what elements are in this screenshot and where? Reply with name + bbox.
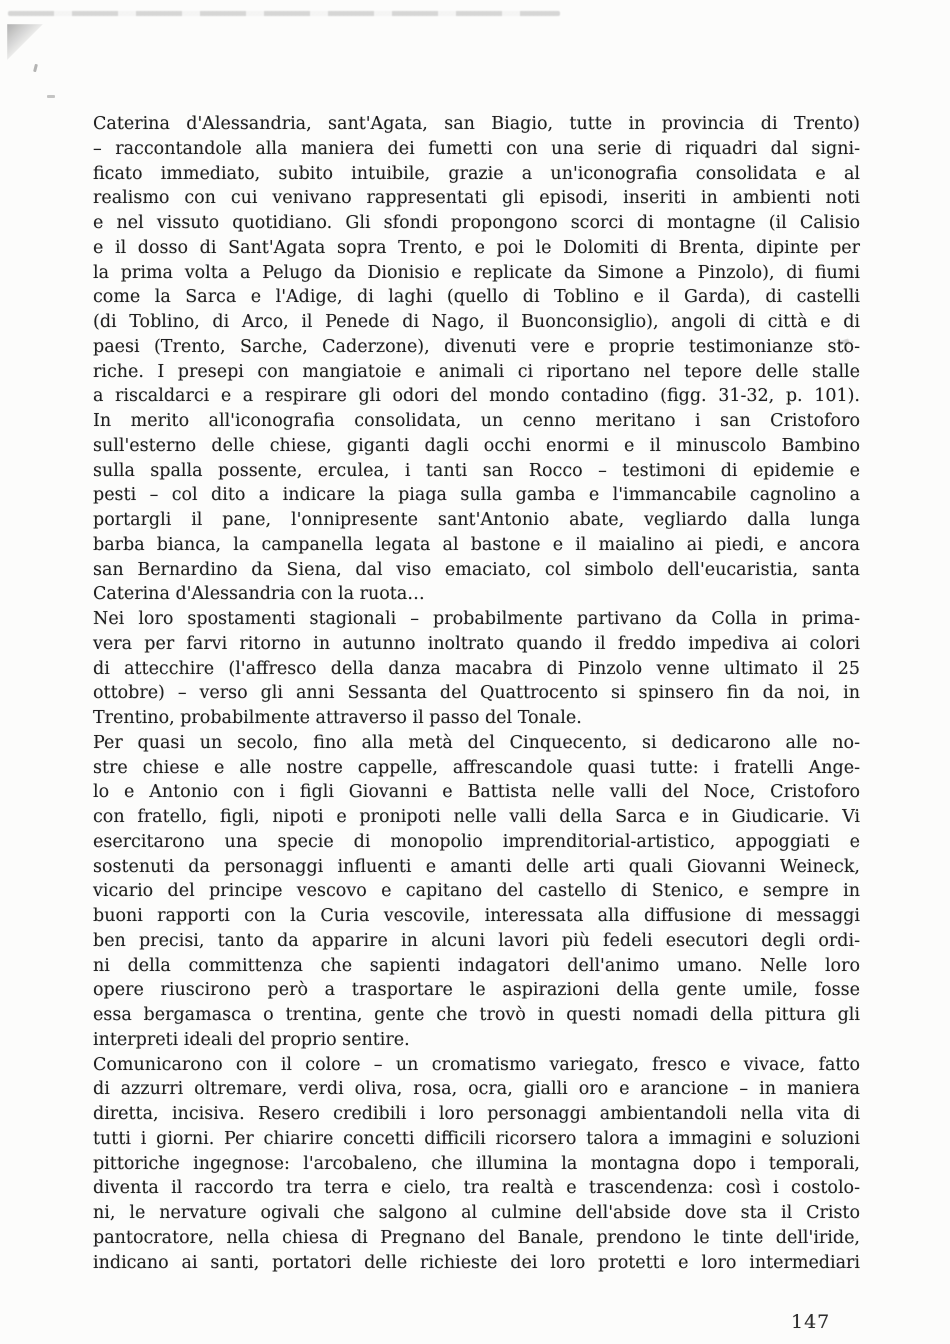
text-line: essa bergamasca o trentina, gente che trovò in questi nomadi della pittura gli bbox=[93, 1005, 860, 1025]
text-line: Trentino, probabilmente attraverso il passo del Tonale. bbox=[93, 708, 582, 728]
text-line: ni, le nervature ogivali che salgono al culmine dell'abside dove sta il Cristo bbox=[93, 1203, 860, 1223]
text-line: sull'esterno delle chiese, giganti dagli occhi enormi e il minuscolo Bambino bbox=[93, 435, 860, 456]
text-line: riche. I presepi con mangiatoie e animali ci riportano nel tepore delle stalle bbox=[93, 361, 860, 382]
text-line: In merito all'iconografia consolidata, un cenno meritano i san Cristoforo bbox=[93, 411, 860, 431]
text-line: – raccontandole alla maniera dei fumetti con una serie di riquadri dal signi- bbox=[93, 138, 860, 159]
text-line: con fratello, figli, nipoti e pronipoti nelle valli della Sarca e in Giudicarie. Vi bbox=[93, 807, 860, 827]
text-line: tutti i giorni. Per chiarire concetti difficili ricorsero talora a immagini e soluzioni bbox=[93, 1128, 860, 1149]
text-line: portargli il pane, l'onnipresente sant'Antonio abate, vegliardo dalla lunga bbox=[93, 510, 860, 530]
text-line: pesti – col dito a indicare la piaga sulla gamba e l'immancabile cagnolino a bbox=[93, 485, 860, 506]
paragraph bbox=[93, 409, 860, 607]
text-line: Comunicarono con il colore – un cromatismo variegato, fresco e vivace, fatto bbox=[93, 1054, 860, 1075]
text-line: la prima volta a Pelugo da Dionisio e replicate da Simone a Pinzolo), di fiumi bbox=[93, 262, 860, 283]
text-line: Per quasi un secolo, fino alla metà del Cinquecento, si dedicarono alle no- bbox=[93, 732, 860, 753]
text-line: a riscaldarci e a respirare gli odori del mondo contadino (figg. 31-32, p. 101). bbox=[93, 386, 860, 407]
page-number: 147 bbox=[791, 1311, 831, 1333]
text-line: Caterina d'Alessandria, sant'Agata, san Biagio, tutte in provincia di Trento) bbox=[93, 114, 860, 134]
text-line: san Bernardino da Siena, dal viso emaciato, col simbolo dell'eucaristia, santa bbox=[93, 559, 860, 580]
text-line: Caterina d'Alessandria con la ruota… bbox=[93, 584, 425, 605]
page-text bbox=[93, 112, 860, 1275]
text-line: lo e Antonio con i figli Giovanni e Battista nelle valli del Noce, Cristoforo bbox=[93, 782, 860, 803]
text-line: sulla spalla possente, erculea, i tanti san Rocco – testimoni di epidemie e bbox=[93, 460, 860, 481]
text-line: pantocratore, nella chiesa di Pregnano del Banale, prendono le tinte dell'iride, bbox=[93, 1227, 860, 1248]
text-line: paesi (Trento, Sarche, Caderzone), divenuti vere e proprie testimonianze sto- bbox=[93, 336, 860, 357]
text-line: ottobre) – verso gli anni Sessanta del Quattrocento si spinsero fin da noi, in bbox=[93, 683, 860, 704]
text-line: ficato immediato, subito intuibile, grazie a un'iconografia consolidata e al bbox=[93, 163, 860, 184]
text-line: pittoriche ingegnose: l'arcobaleno, che illumina la montagna dopo i temporali, bbox=[93, 1153, 860, 1174]
paragraph bbox=[93, 607, 860, 731]
scan-artifact-speck bbox=[33, 64, 38, 72]
text-line: (di Toblino, di Arco, il Penede di Nago, il Buonconsiglio), angoli di città e di bbox=[93, 312, 860, 332]
paragraph bbox=[93, 731, 860, 1053]
text-line: Nei loro spostamenti stagionali – probabilmente partivano da Colla in prima- bbox=[93, 609, 860, 629]
paragraph bbox=[93, 112, 860, 409]
text-line: e nel vissuto quotidiano. Gli sfondi propongono scorci di montagne (il Calisio bbox=[93, 213, 860, 233]
text-line: ben precisi, tanto da apparire in alcuni lavori più fedeli esecutori degli ordi- bbox=[93, 930, 860, 951]
text-line: diretta, incisiva. Resero credibili i loro personaggi ambientandoli nella vita di bbox=[93, 1104, 860, 1124]
text-line: come la Sarca e l'Adige, di laghi (quello di Toblino e il Garda), di castelli bbox=[93, 287, 860, 308]
text-line: di azzurri oltremare, verdi oliva, rosa, ocra, gialli oro e arancione – in maniera bbox=[93, 1079, 860, 1100]
scan-artifact-top-streak bbox=[8, 11, 560, 16]
text-line: interpreti ideali del proprio sentire. bbox=[93, 1029, 410, 1050]
text-line: vicario del principe vescovo e capitano del castello di Stenico, e sempre in bbox=[93, 881, 860, 902]
paragraph bbox=[93, 1053, 860, 1276]
scan-artifact-speck bbox=[47, 95, 55, 98]
text-line: esercitarono una specie di monopolio imprenditorial-artistico, appoggiati e bbox=[93, 831, 860, 852]
text-line: sostenuti da personaggi influenti e amanti delle arti quali Giovanni Weineck, bbox=[93, 856, 860, 877]
text-line: indicano ai santi, portatori delle richieste dei loro protetti e loro intermediari bbox=[93, 1252, 860, 1273]
text-line: ni della committenza che sapienti indagatori dell'animo umano. Nelle loro bbox=[93, 955, 860, 976]
text-line: realismo con cui venivano rappresentati gli episodi, inseriti in ambienti noti bbox=[93, 188, 860, 209]
text-line: e il dosso di Sant'Agata sopra Trento, e poi le Dolomiti di Brenta, dipinte per bbox=[93, 237, 860, 258]
scan-artifact-corner-smudge bbox=[7, 24, 43, 60]
text-line: vera per farvi ritorno in autunno inoltrato quando il freddo impediva ai colori bbox=[93, 633, 860, 654]
text-line: buoni rapporti con la Curia vescovile, interessata alla diffusione di messaggi bbox=[93, 906, 860, 926]
text-line: diventa il raccordo tra terra e cielo, tra realtà e trascendenza: così i costolo- bbox=[93, 1178, 860, 1199]
text-line: opere riuscirono però a trasportare le aspirazioni della gente umile, fosse bbox=[93, 980, 860, 1001]
text-line: barba bianca, la campanella legata al bastone e il maialino ai piedi, e ancora bbox=[93, 534, 860, 555]
text-line: di attecchire (l'affresco della danza macabra di Pinzolo venne ultimato il 25 bbox=[93, 658, 860, 679]
text-line: stre chiese e alle nostre cappelle, affrescandole quasi tutte: i fratelli Ange- bbox=[93, 757, 860, 778]
